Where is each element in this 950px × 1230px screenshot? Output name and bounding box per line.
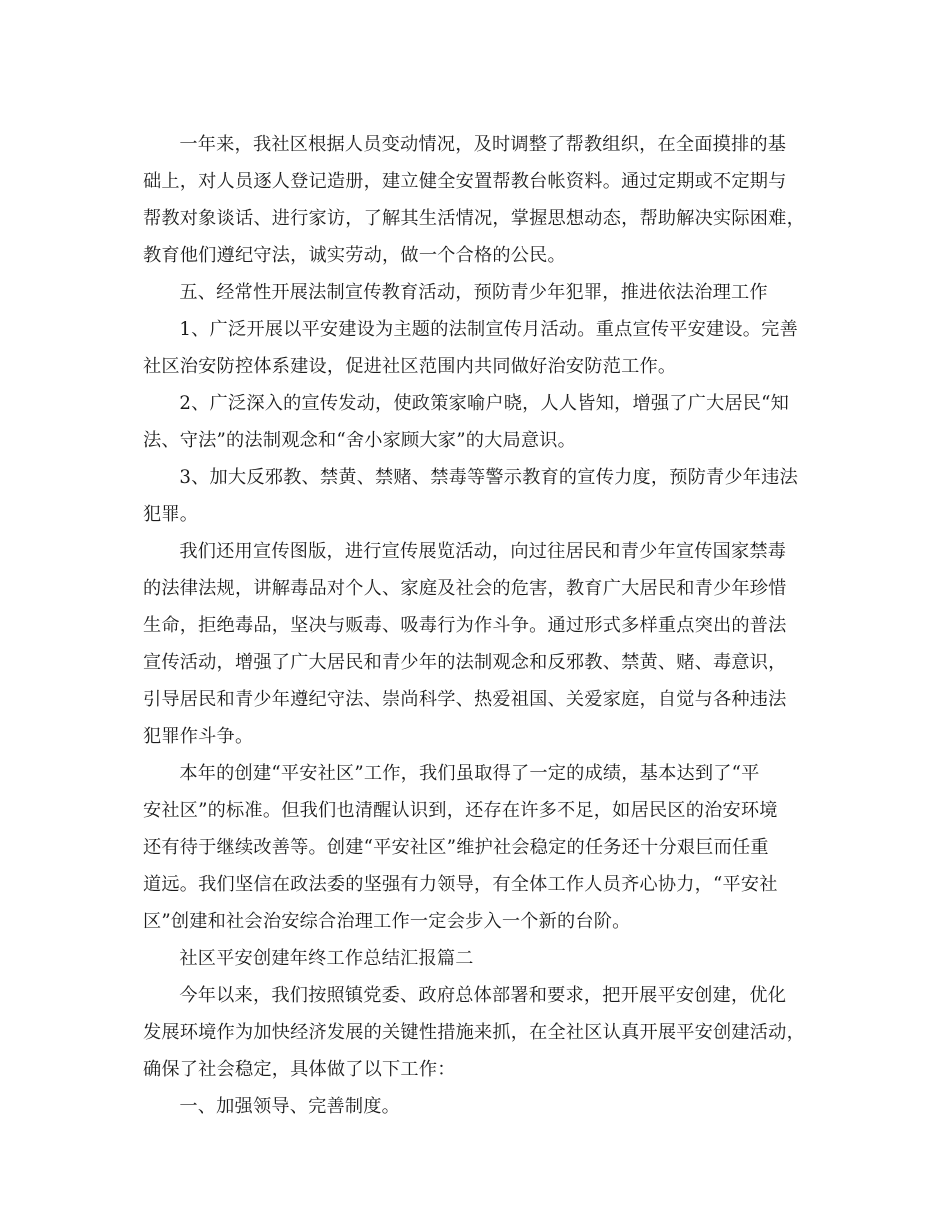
paragraph bbox=[143, 977, 808, 1088]
text-line: 宣传活动，增强了广大居民和青少年的法制观念和反邪教、禁黄、赌、毒意识， bbox=[143, 652, 787, 673]
paragraph bbox=[143, 311, 808, 385]
text-line: 1、广泛开展以平安建设为主题的法制宣传月活动。重点宣传平安建设。完善 bbox=[179, 319, 798, 340]
section-heading bbox=[143, 1088, 808, 1125]
paragraph bbox=[143, 459, 808, 533]
article-title bbox=[143, 940, 808, 977]
text-line: 引导居民和青少年遵纪守法、崇尚科学、热爱祖国、关爱家庭，自觉与各种违法 bbox=[143, 689, 787, 710]
text-line: 犯罪作斗争。 bbox=[143, 726, 254, 747]
text-line: 安社区”的标准。但我们也清醒认识到，还存在许多不足，如居民区的治安环境 bbox=[143, 800, 778, 821]
text-line: 一、加强领导、完善制度。 bbox=[179, 1096, 401, 1117]
text-line: 社区平安创建年终工作总结汇报篇二 bbox=[179, 948, 474, 969]
text-line: 帮教对象谈话、进行家访，了解其生活情况，掌握思想动态，帮助解决实际困难， bbox=[143, 208, 805, 229]
text-line: 道远。我们坚信在政法委的坚强有力领导，有全体工作人员齐心协力，“平安社 bbox=[143, 874, 778, 895]
text-line: 确保了社会稳定，具体做了以下工作： bbox=[143, 1059, 456, 1080]
text-line: 3、加大反邪教、禁黄、禁赌、禁毒等警示教育的宣传力度，预防青少年违法 bbox=[179, 467, 798, 488]
text-line: 今年以来，我们按照镇党委、政府总体部署和要求，把开展平安创建，优化 bbox=[179, 985, 787, 1006]
text-line: 教育他们遵纪守法，诚实劳动，做一个合格的公民。 bbox=[143, 245, 566, 266]
text-line: 还有待于继续改善等。创建“平安社区”维护社会稳定的任务还十分艰巨而任重 bbox=[143, 837, 769, 858]
paragraph bbox=[143, 126, 808, 274]
text-line: 区”创建和社会治安综合治理工作一定会步入一个新的台阶。 bbox=[143, 911, 631, 932]
text-line: 2、广泛深入的宣传发动，使政策家喻户晓，人人皆知，增强了广大居民“知 bbox=[179, 393, 790, 414]
text-line: 础上，对人员逐人登记造册，建立健全安置帮教台帐资料。通过定期或不定期与 bbox=[143, 171, 787, 192]
text-line: 的法律法规，讲解毒品对个人、家庭及社会的危害，教育广大居民和青少年珍惜 bbox=[143, 578, 787, 599]
document-body bbox=[143, 126, 808, 1125]
text-line: 生命，拒绝毒品，坚决与贩毒、吸毒行为作斗争。通过形式多样重点突出的普法 bbox=[143, 615, 787, 636]
paragraph bbox=[143, 385, 808, 459]
text-line: 一年来，我社区根据人员变动情况，及时调整了帮教组织，在全面摸排的基 bbox=[179, 134, 787, 155]
text-line: 社区治安防控体系建设，促进社区范围内共同做好治安防范工作。 bbox=[143, 356, 677, 377]
text-line: 五、经常性开展法制宣传教育活动，预防青少年犯罪，推进依法治理工作 bbox=[179, 282, 768, 303]
text-line: 犯罪。 bbox=[143, 504, 199, 525]
text-line: 我们还用宣传图版，进行宣传展览活动，向过往居民和青少年宣传国家禁毒 bbox=[179, 541, 787, 562]
text-line: 本年的创建“平安社区”工作，我们虽取得了一定的成绩，基本达到了“平 bbox=[179, 763, 760, 784]
section-heading bbox=[143, 274, 808, 311]
paragraph bbox=[143, 533, 808, 755]
text-line: 发展环境作为加快经济发展的关键性措施来抓，在全社区认真开展平安创建活动， bbox=[143, 1022, 805, 1043]
paragraph bbox=[143, 755, 808, 940]
text-line: 法、守法”的法制观念和“舍小家顾大家”的大局意识。 bbox=[143, 430, 577, 451]
